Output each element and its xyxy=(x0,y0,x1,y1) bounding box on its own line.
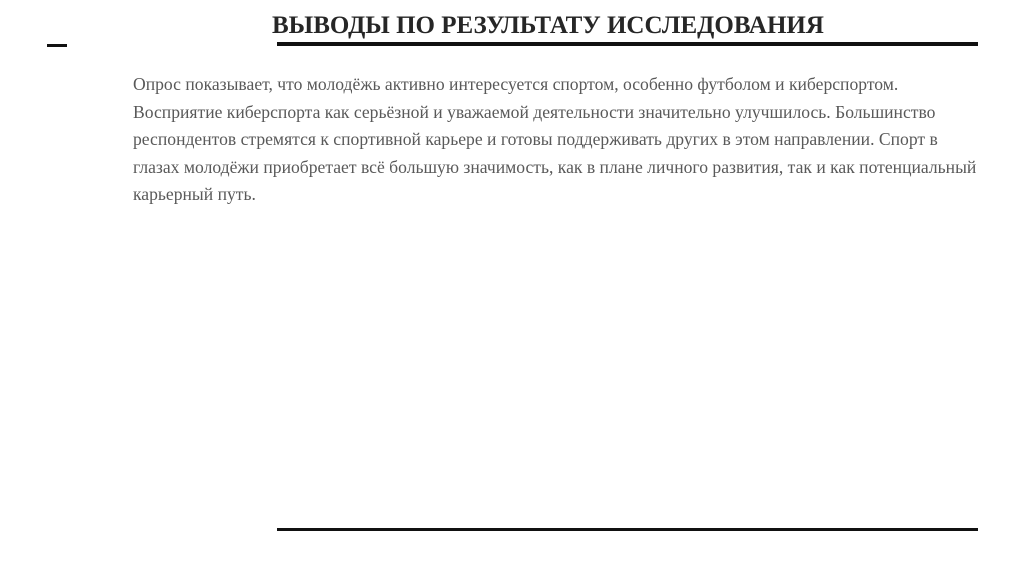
decorative-dash xyxy=(47,44,67,47)
bottom-rule xyxy=(277,528,978,531)
title-underline-rule xyxy=(277,42,978,46)
slide-title: ВЫВОДЫ ПО РЕЗУЛЬТАТУ ИССЛЕДОВАНИЯ xyxy=(272,12,824,39)
conclusion-paragraph: Опрос показывает, что молодёжь активно интересуется спортом, особенно футболом и киберспортом. Восприятие киберспорта как серьёзной и уважаемой деятельности значительно улучшилось. Большинство респондентов стремятся к спортивной карьере и готовы поддерживать других в этом направлении. Спорт в глазах молодёжи приобретает всё большую значимость, как в плане личного развития, так и как потенциальный карьерный путь. xyxy=(133,74,977,204)
